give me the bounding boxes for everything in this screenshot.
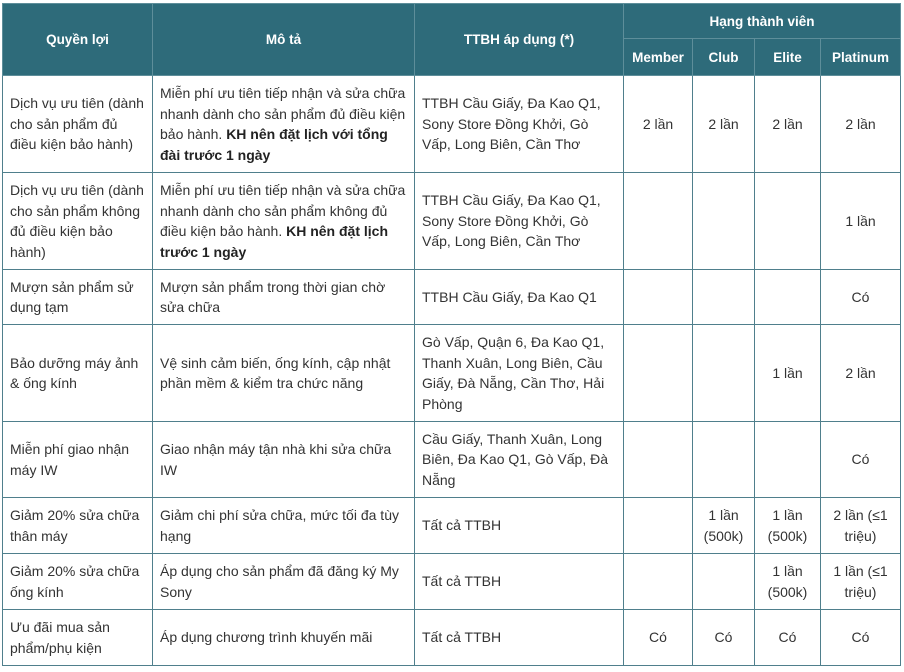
description-cell: Giảm chi phí sửa chữa, mức tối đa tùy hạng (153, 498, 415, 554)
centers-cell: Tất cả TTBH (415, 498, 624, 554)
elite-cell: 1 lần (500k) (755, 498, 821, 554)
centers-cell: TTBH Cầu Giấy, Đa Kao Q1 (415, 270, 624, 325)
description-cell: Áp dụng chương trình khuyến mãi (153, 610, 415, 666)
member-cell: Có (624, 610, 693, 666)
description-cell: Giao nhận máy tận nhà khi sửa chữa IW (153, 422, 415, 498)
header-tier-group: Hạng thành viên (624, 4, 901, 39)
table-row (3, 610, 901, 666)
table-row (3, 498, 901, 554)
member-cell (624, 422, 693, 498)
description-note: KH nên đặt lịch với tổng đài trước 1 ngày (160, 126, 388, 163)
club-cell (693, 270, 755, 325)
member-cell (624, 270, 693, 325)
club-cell (693, 325, 755, 422)
elite-cell: 1 lần (755, 325, 821, 422)
club-cell: 2 lần (693, 76, 755, 173)
description-cell: Miễn phí ưu tiên tiếp nhận và sửa chữa nhanh dành cho sản phẩm không đủ điều kiện bảo hành. KH nên đặt lịch trước 1 ngày (153, 173, 415, 270)
club-cell (693, 173, 755, 270)
header-description: Mô tả (153, 4, 415, 76)
header-tier-member: Member (624, 39, 693, 76)
benefit-cell: Mượn sản phẩm sử dụng tạm (3, 270, 153, 325)
platinum-cell: Có (821, 610, 901, 666)
centers-cell: TTBH Cầu Giấy, Đa Kao Q1, Sony Store Đồng Khởi, Gò Vấp, Long Biên, Cần Thơ (415, 173, 624, 270)
header-tier-platinum: Platinum (821, 39, 901, 76)
description-cell: Vệ sinh cảm biến, ống kính, cập nhật phần mềm & kiểm tra chức năng (153, 325, 415, 422)
member-cell (624, 173, 693, 270)
benefit-cell: Ưu đãi mua sản phẩm/phụ kiện (3, 610, 153, 666)
header-tier-elite: Elite (755, 39, 821, 76)
benefits-table (2, 3, 901, 666)
elite-cell: 1 lần (500k) (755, 554, 821, 610)
elite-cell: Có (755, 610, 821, 666)
platinum-cell: 1 lần (821, 173, 901, 270)
centers-cell: TTBH Cầu Giấy, Đa Kao Q1, Sony Store Đồng Khởi, Gò Vấp, Long Biên, Cần Thơ (415, 76, 624, 173)
member-cell (624, 498, 693, 554)
description-cell: Miễn phí ưu tiên tiếp nhận và sửa chữa nhanh dành cho sản phẩm đủ điều kiện bảo hành. KH nên đặt lịch với tổng đài trước 1 ngày (153, 76, 415, 173)
club-cell (693, 422, 755, 498)
table-row (3, 173, 901, 270)
platinum-cell: Có (821, 270, 901, 325)
table-row (3, 422, 901, 498)
elite-cell: 2 lần (755, 76, 821, 173)
platinum-cell: 2 lần (≤1 triệu) (821, 498, 901, 554)
elite-cell (755, 422, 821, 498)
club-cell: 1 lần (500k) (693, 498, 755, 554)
centers-cell: Tất cả TTBH (415, 610, 624, 666)
member-cell (624, 325, 693, 422)
platinum-cell: 1 lần (≤1 triệu) (821, 554, 901, 610)
platinum-cell: Có (821, 422, 901, 498)
member-cell (624, 554, 693, 610)
table-row (3, 554, 901, 610)
header-benefit: Quyền lợi (3, 4, 153, 76)
header-tier-club: Club (693, 39, 755, 76)
benefit-cell: Giảm 20% sửa chữa ống kính (3, 554, 153, 610)
benefit-cell: Giảm 20% sửa chữa thân máy (3, 498, 153, 554)
centers-cell: Tất cả TTBH (415, 554, 624, 610)
table-row (3, 270, 901, 325)
elite-cell (755, 173, 821, 270)
benefit-cell: Dịch vụ ưu tiên (dành cho sản phẩm không đủ điều kiện bảo hành) (3, 173, 153, 270)
header-centers: TTBH áp dụng (*) (415, 4, 624, 76)
club-cell: Có (693, 610, 755, 666)
platinum-cell: 2 lần (821, 76, 901, 173)
benefit-cell: Miễn phí giao nhận máy IW (3, 422, 153, 498)
elite-cell (755, 270, 821, 325)
centers-cell: Gò Vấp, Quận 6, Đa Kao Q1, Thanh Xuân, Long Biên, Cầu Giấy, Đà Nẵng, Cần Thơ, Hải Phòng (415, 325, 624, 422)
table-row (3, 76, 901, 173)
table-row (3, 325, 901, 422)
benefit-cell: Dịch vụ ưu tiên (dành cho sản phẩm đủ điều kiện bảo hành) (3, 76, 153, 173)
member-cell: 2 lần (624, 76, 693, 173)
club-cell (693, 554, 755, 610)
description-note: KH nên đặt lịch trước 1 ngày (160, 223, 389, 260)
centers-cell: Cầu Giấy, Thanh Xuân, Long Biên, Đa Kao Q1, Gò Vấp, Đà Nẵng (415, 422, 624, 498)
benefit-cell: Bảo dưỡng máy ảnh & ống kính (3, 325, 153, 422)
platinum-cell: 2 lần (821, 325, 901, 422)
description-cell: Mượn sản phẩm trong thời gian chờ sửa chữa (153, 270, 415, 325)
description-cell: Áp dụng cho sản phẩm đã đăng ký My Sony (153, 554, 415, 610)
